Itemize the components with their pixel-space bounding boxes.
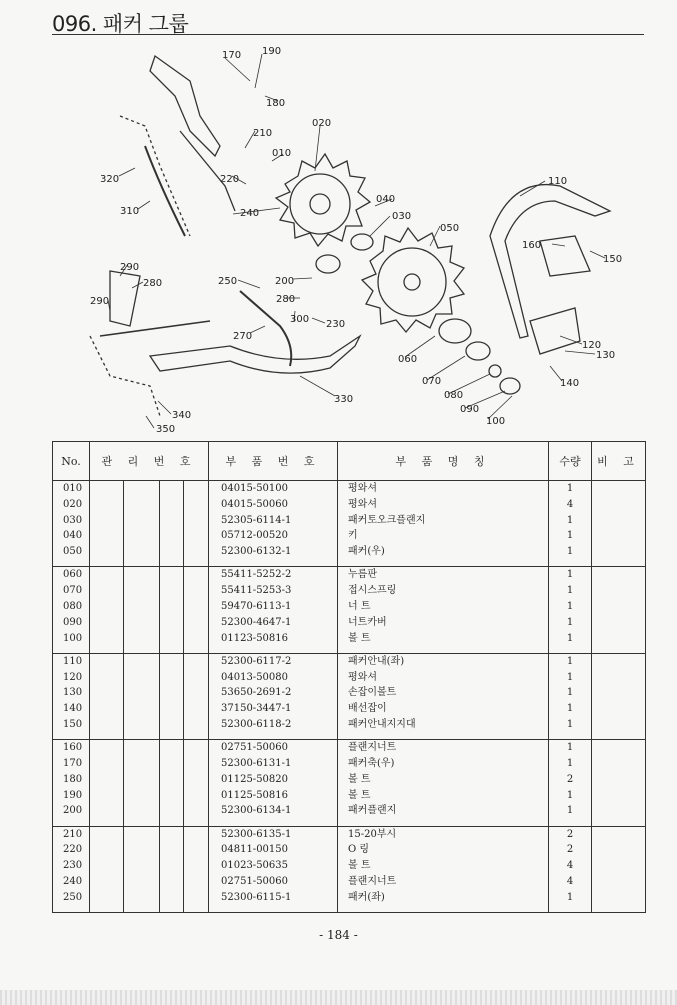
cell-qty-line: 1	[566, 585, 574, 597]
cell-no-line: 110	[63, 655, 83, 667]
cell-part-no-line: 52300-6115-1	[221, 891, 292, 903]
cell-no-line: 170	[63, 757, 83, 769]
sprocket-left	[276, 154, 370, 246]
cell-mgmt-no	[124, 740, 160, 826]
callout-label: 310	[120, 206, 140, 217]
cell-mgmt-no	[184, 481, 209, 567]
cell-qty-line: 1	[566, 546, 574, 558]
cell-part-name	[338, 740, 549, 826]
spring-070	[466, 342, 490, 360]
cell-no-line: 130	[63, 687, 83, 699]
cell-qty-line: 1	[566, 632, 574, 644]
cell-qty-line: 1	[566, 671, 574, 683]
cell-mgmt-no	[184, 740, 209, 826]
cell-no-line: 020	[63, 498, 83, 510]
cell-part-no	[209, 481, 338, 567]
flange-200	[316, 255, 340, 273]
page-number: - 184 -	[319, 928, 358, 942]
cell-part-no-line: 52300-6131-1	[221, 757, 292, 769]
cell-part-name-line: 패커(좌)	[348, 891, 385, 903]
callout-label: 200	[275, 276, 295, 287]
cell-note	[592, 826, 646, 912]
cell-no	[53, 740, 90, 826]
cell-part-name-line: 배선잡이	[348, 703, 387, 715]
cell-qty-line: 1	[566, 655, 574, 667]
cell-part-no-line: 37150-3447-1	[221, 703, 292, 715]
callout-label: 060	[398, 354, 418, 365]
cell-qty-line: 1	[566, 569, 574, 581]
cell-part-no	[209, 567, 338, 653]
cell-no-line: 090	[63, 616, 83, 628]
cell-qty	[549, 567, 592, 653]
cell-note	[592, 567, 646, 653]
cell-mgmt-no	[160, 481, 184, 567]
callout-label: 010	[272, 148, 292, 159]
callout-label: 250	[218, 276, 238, 287]
cell-part-name-line: 플랜지너트	[348, 875, 397, 887]
callout-label: 160	[522, 240, 542, 251]
cell-no	[53, 481, 90, 567]
callout-label: 240	[240, 208, 260, 219]
cell-no-line: 080	[63, 600, 83, 612]
cell-part-name-line: 패커안내지지대	[348, 718, 416, 730]
flange-030	[351, 234, 373, 250]
callout-label: 030	[392, 211, 412, 222]
cell-no-line: 240	[63, 875, 83, 887]
callout-label: 100	[486, 416, 506, 427]
cell-part-no-line: 01125-50820	[221, 773, 289, 785]
header-mgmt-no: 관 리 번 호	[90, 442, 209, 481]
cell-no-line: 220	[63, 844, 83, 856]
cell-part-name-line: 패커축(우)	[348, 757, 395, 769]
cell-qty	[549, 826, 592, 912]
cell-no-line: 210	[63, 828, 83, 840]
cell-qty-line: 1	[566, 703, 574, 715]
cell-no-line: 200	[63, 805, 83, 817]
cell-no-line: 040	[63, 530, 83, 542]
cell-part-no-line: 55411-5253-3	[221, 585, 292, 597]
header-part-name: 부 품 명 칭	[338, 442, 549, 481]
cell-part-name-line: 평와셔	[348, 498, 377, 510]
cell-no-line: 150	[63, 718, 83, 730]
callout-label: 140	[560, 378, 580, 389]
cell-qty	[549, 481, 592, 567]
callout-label: 270	[233, 331, 253, 342]
cell-qty-line: 4	[566, 875, 574, 887]
cell-part-name	[338, 653, 549, 739]
cell-part-name-line: 누름판	[348, 569, 377, 581]
cell-no-line: 250	[63, 891, 83, 903]
cell-mgmt-no	[160, 826, 184, 912]
cell-no-line: 060	[63, 569, 83, 581]
callout-label: 120	[582, 340, 602, 351]
callout-label: 040	[376, 194, 396, 205]
table-row-group	[53, 567, 646, 653]
cell-note	[592, 481, 646, 567]
callout-label: 090	[460, 404, 480, 415]
cell-qty-line: 1	[566, 483, 574, 494]
exploded-parts-diagram	[50, 36, 650, 436]
cell-part-name-line: 패커토오크플랜지	[348, 514, 426, 526]
cell-mgmt-no	[184, 567, 209, 653]
callout-label: 020	[312, 118, 332, 129]
cell-mgmt-no	[184, 653, 209, 739]
cell-no	[53, 826, 90, 912]
header-part-no: 부 품 번 호	[209, 442, 338, 481]
callout-label: 230	[326, 319, 346, 330]
cell-part-name-line: O 링	[348, 844, 370, 856]
cell-no-line: 230	[63, 860, 83, 872]
cell-part-name-line: 손잡이볼트	[348, 687, 397, 699]
cell-no-line: 030	[63, 514, 83, 526]
cell-part-no-line: 52300-6132-1	[221, 546, 292, 558]
cell-mgmt-no	[124, 826, 160, 912]
cell-part-no-line: 01125-50816	[221, 789, 289, 801]
callout-label: 150	[603, 254, 623, 265]
cell-part-no-line: 52300-6134-1	[221, 805, 292, 817]
callout-label: 130	[596, 350, 616, 361]
cell-no-line: 070	[63, 585, 83, 597]
cell-mgmt-no	[90, 653, 124, 739]
table-row-group	[53, 653, 646, 739]
callout-label: 330	[334, 394, 354, 405]
cell-qty-line: 1	[566, 742, 574, 754]
cell-part-no-line: 52300-4647-1	[221, 616, 292, 628]
plate-060	[439, 319, 471, 343]
cell-qty-line: 1	[566, 514, 574, 526]
cell-part-no-line: 52305-6114-1	[221, 514, 292, 526]
cell-mgmt-no	[90, 567, 124, 653]
cell-no-line: 120	[63, 671, 83, 683]
cell-part-no-line: 01023-50635	[221, 860, 289, 872]
cell-no-line: 180	[63, 773, 83, 785]
cell-part-name-line: 평와셔	[348, 483, 377, 494]
cell-qty-line: 1	[566, 687, 574, 699]
cell-part-name	[338, 567, 549, 653]
nut-080	[489, 365, 501, 377]
table-row-group	[53, 481, 646, 567]
cell-part-no-line: 04015-50060	[221, 498, 289, 510]
cell-part-no	[209, 740, 338, 826]
callout-label: 290	[120, 262, 140, 273]
upper-frame-bracket	[150, 56, 220, 156]
cell-part-no-line: 04811-00150	[221, 844, 289, 856]
cell-mgmt-no	[90, 740, 124, 826]
cell-part-name-line: 너트카버	[348, 616, 387, 628]
cell-part-name-line: 평와셔	[348, 671, 377, 683]
callout-label: 280	[143, 278, 163, 289]
support-140	[530, 308, 580, 354]
cell-part-no-line: 05712-00520	[221, 530, 289, 542]
sprocket-right	[362, 228, 464, 332]
table-header-row	[53, 442, 646, 481]
cell-note	[592, 740, 646, 826]
cell-no-line: 140	[63, 703, 83, 715]
cell-qty-line: 2	[566, 828, 574, 840]
callout-label: 190	[262, 46, 282, 57]
callout-label: 170	[222, 50, 242, 61]
cell-qty-line: 1	[566, 718, 574, 730]
cell-mgmt-no	[184, 826, 209, 912]
cell-part-name-line: 볼 트	[348, 632, 371, 644]
cell-part-name-line: 플랜지너트	[348, 742, 397, 754]
cell-part-no-line: 52300-6135-1	[221, 828, 292, 840]
cell-mgmt-no	[160, 740, 184, 826]
cell-part-name-line: 너 트	[348, 600, 371, 612]
callout-label: 070	[422, 376, 442, 387]
cell-part-name-line: 패커(우)	[348, 546, 385, 558]
cell-mgmt-no	[90, 826, 124, 912]
cell-part-no-line: 04015-50100	[221, 483, 289, 494]
cell-no-line: 160	[63, 742, 83, 754]
cell-qty	[549, 653, 592, 739]
cell-qty-line: 1	[566, 789, 574, 801]
cell-part-name	[338, 481, 549, 567]
callout-label: 180	[266, 98, 286, 109]
cell-mgmt-no	[124, 653, 160, 739]
title-rule	[52, 34, 644, 35]
cell-part-name	[338, 826, 549, 912]
callout-label: 300	[290, 314, 310, 325]
cell-mgmt-no	[160, 567, 184, 653]
cell-part-no-line: 02751-50060	[221, 742, 289, 754]
callout-label: 220	[220, 174, 240, 185]
cell-mgmt-no	[160, 653, 184, 739]
cell-part-no-line: 59470-6113-1	[221, 600, 292, 612]
cell-mgmt-no	[124, 567, 160, 653]
bracket-150	[540, 236, 590, 276]
frame-pipe-330	[150, 336, 360, 373]
header-no: No.	[53, 442, 90, 481]
link-290	[110, 271, 140, 326]
callout-label: 050	[440, 223, 460, 234]
cell-part-no-line: 53650-2691-2	[221, 687, 292, 699]
cell-qty-line: 1	[566, 600, 574, 612]
cell-part-no-line: 02751-50060	[221, 875, 289, 887]
cell-qty	[549, 740, 592, 826]
cell-part-no	[209, 653, 338, 739]
parts-table	[52, 441, 646, 913]
callout-label: 290	[90, 296, 110, 307]
page-title: 096. 패커 그룹	[52, 12, 189, 36]
cell-part-name-line: 패커플랜지	[348, 805, 397, 817]
cell-part-no-line: 04013-50080	[221, 671, 289, 683]
cell-qty-line: 4	[566, 860, 574, 872]
scan-strip	[0, 990, 677, 1005]
header-note: 비 고	[592, 442, 646, 481]
callout-label: 110	[548, 176, 568, 187]
cell-qty-line: 1	[566, 757, 574, 769]
cell-no-line: 010	[63, 483, 83, 494]
cell-qty-line: 1	[566, 616, 574, 628]
cell-part-no	[209, 826, 338, 912]
callout-label: 080	[444, 390, 464, 401]
shaft-line	[180, 131, 235, 211]
cell-part-no-line: 52300-6117-2	[221, 655, 292, 667]
cell-qty-line: 2	[566, 773, 574, 785]
cell-part-name-line: 패커안내(좌)	[348, 655, 405, 667]
cell-no-line: 190	[63, 789, 83, 801]
cell-part-name-line: 볼 트	[348, 789, 371, 801]
header-qty: 수량	[549, 442, 592, 481]
cell-part-name-line: 키	[348, 530, 358, 542]
cell-qty-line: 1	[566, 530, 574, 542]
cell-part-name-line: 볼 트	[348, 860, 371, 872]
cell-no-line: 050	[63, 546, 83, 558]
cell-part-no-line: 52300-6118-2	[221, 718, 292, 730]
cell-part-name-line: 볼 트	[348, 773, 371, 785]
cell-qty-line: 2	[566, 844, 574, 856]
callout-label: 210	[253, 128, 273, 139]
cell-part-no-line: 01123-50816	[221, 632, 289, 644]
cell-mgmt-no	[90, 481, 124, 567]
cell-qty-line: 1	[566, 805, 574, 817]
cell-qty-line: 4	[566, 498, 574, 510]
cell-qty-line: 1	[566, 891, 574, 903]
callout-label: 320	[100, 174, 120, 185]
cell-no	[53, 567, 90, 653]
cell-no-line: 100	[63, 632, 83, 644]
cell-part-no-line: 55411-5252-2	[221, 569, 292, 581]
table-row-group	[53, 740, 646, 826]
rod-310	[145, 146, 185, 236]
cell-mgmt-no	[124, 481, 160, 567]
callout-label: 280	[276, 294, 296, 305]
cell-part-name-line: 15-20부시	[348, 828, 397, 840]
table-row-group	[53, 826, 646, 912]
cell-note	[592, 653, 646, 739]
cell-no	[53, 653, 90, 739]
callout-label: 350	[156, 424, 176, 435]
cell-part-name-line: 접시스프링	[348, 585, 397, 597]
callout-label: 340	[172, 410, 192, 421]
